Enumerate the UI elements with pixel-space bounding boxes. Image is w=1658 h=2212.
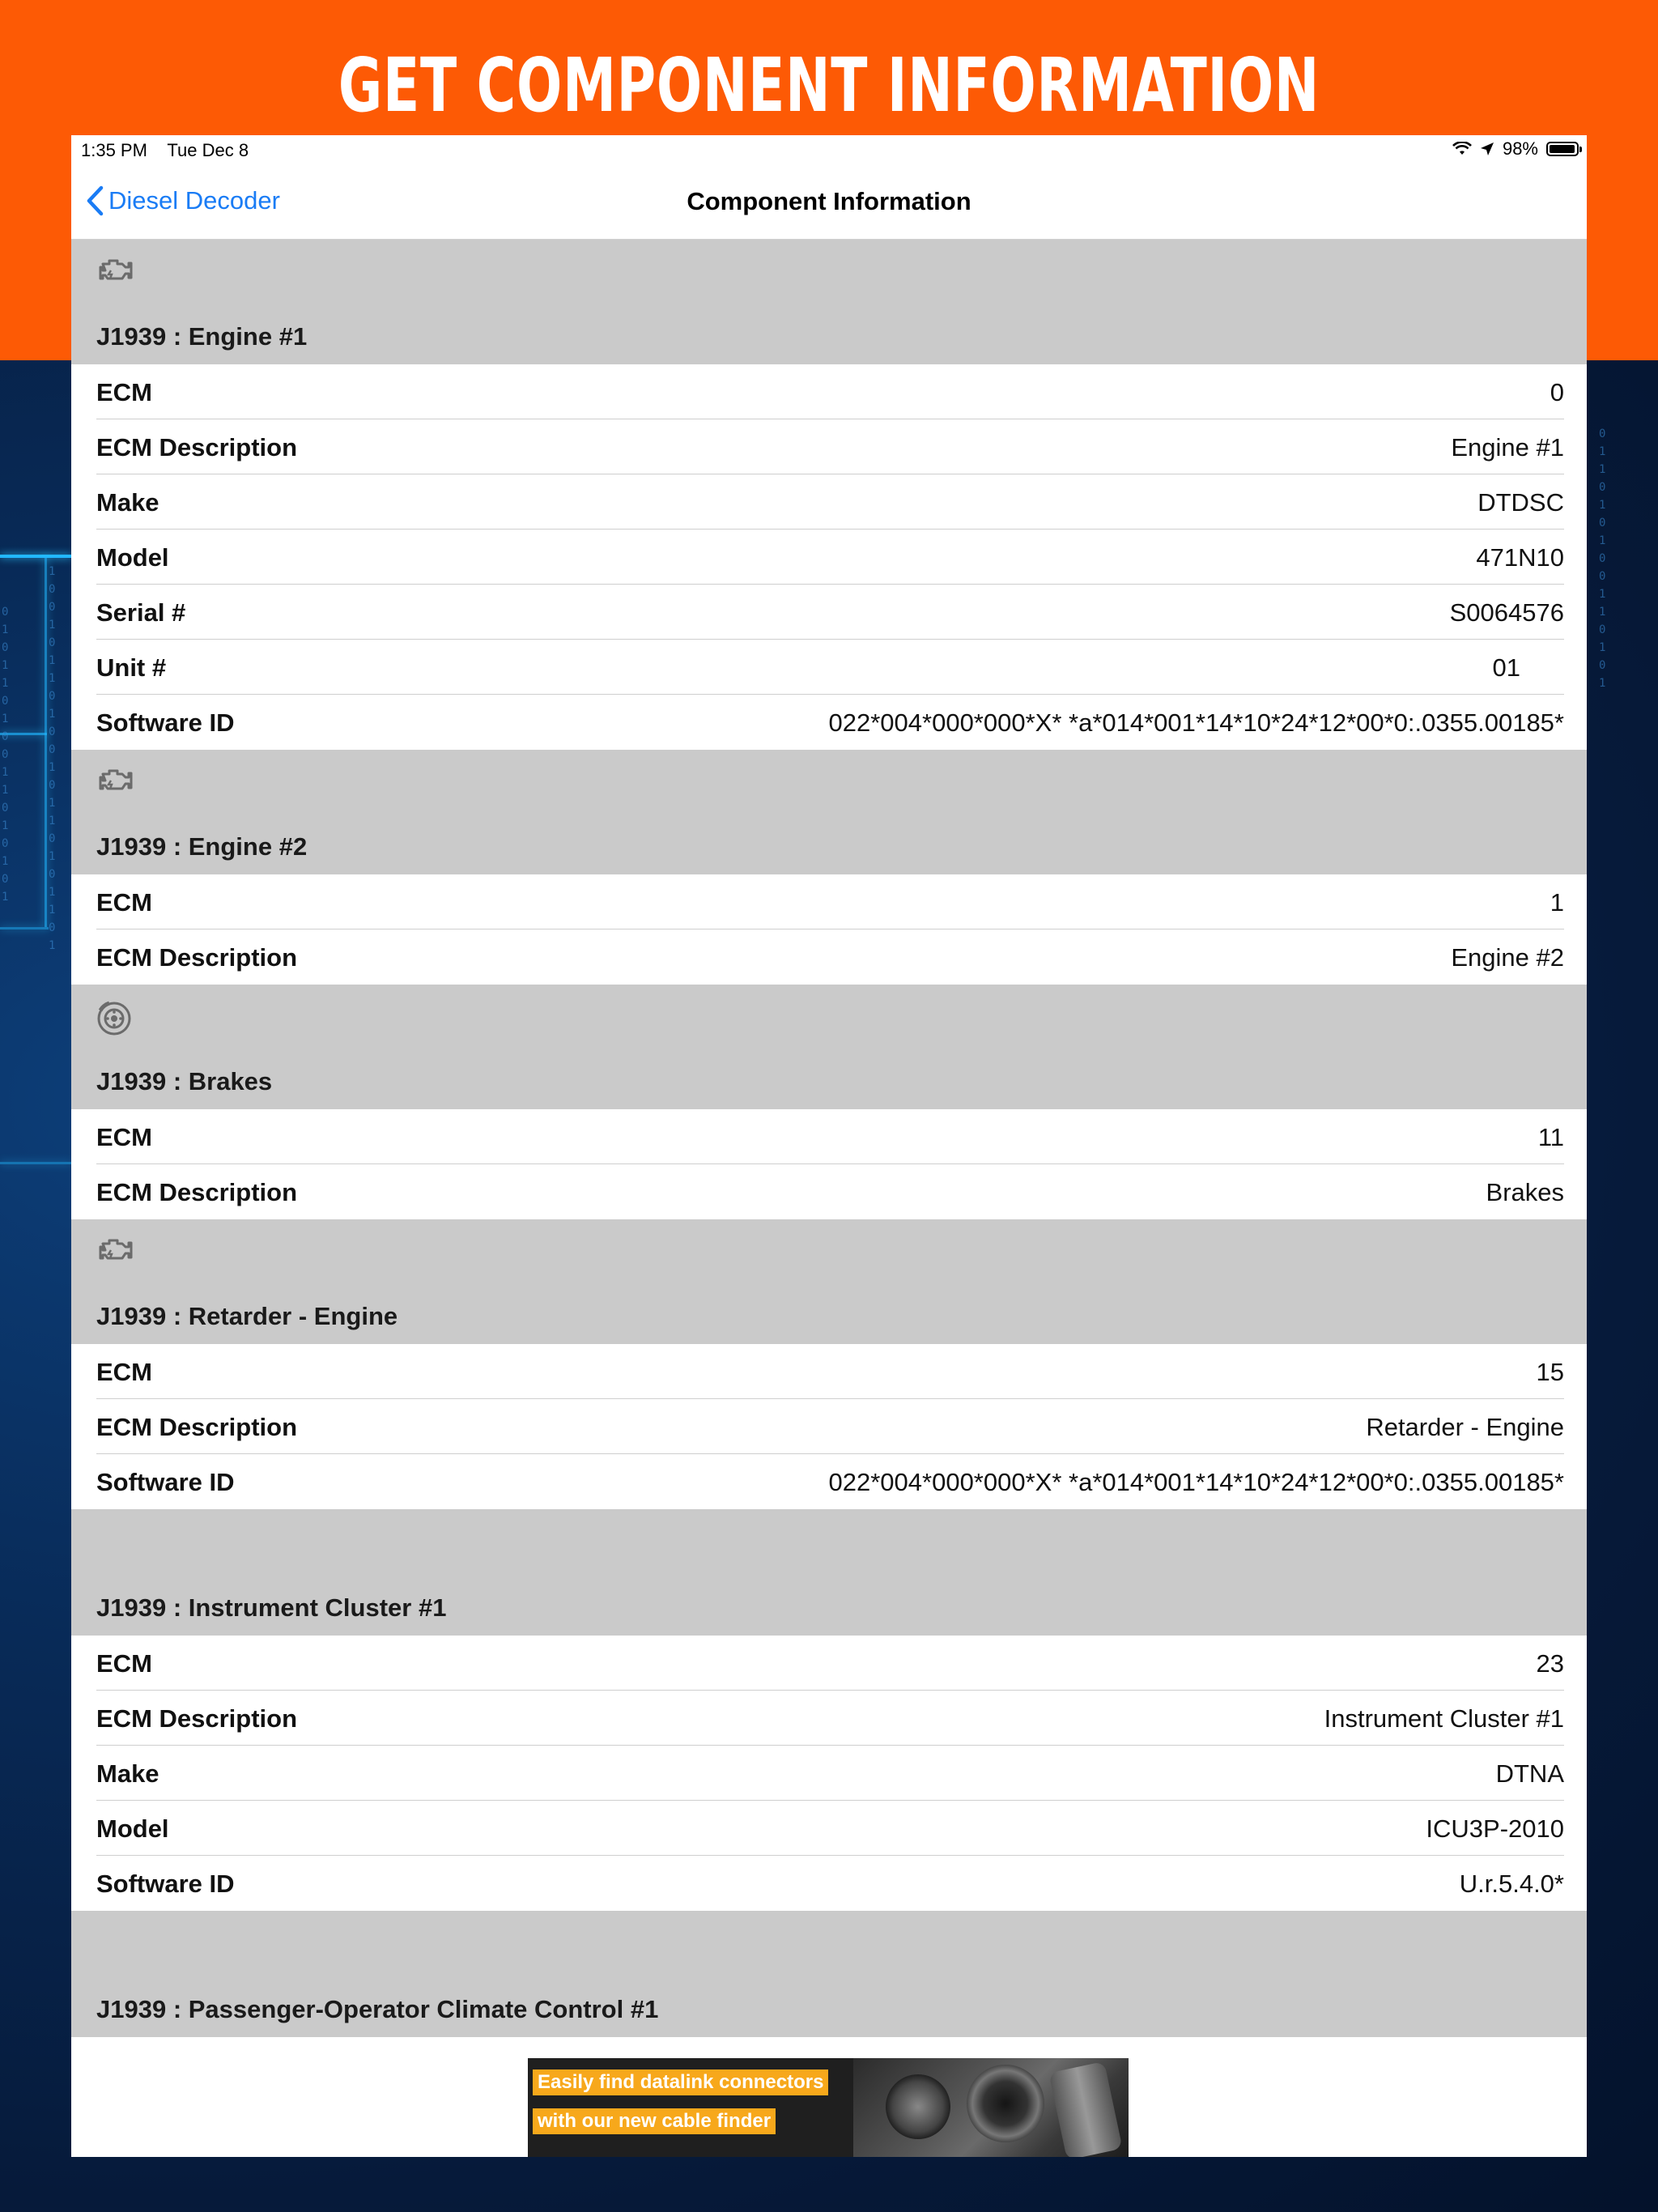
ad-text-line1: Easily find datalink connectors: [533, 2069, 828, 2095]
section-title: J1939 : Engine #1: [96, 322, 308, 351]
row-value: Brakes: [1486, 1178, 1564, 1206]
table-row: [71, 1454, 1587, 1509]
row-value: 471N10: [1476, 543, 1564, 572]
status-indicators: [1452, 138, 1579, 160]
table-row: [71, 364, 1587, 419]
section-header: [71, 985, 1587, 1109]
row-label: Unit #: [96, 653, 167, 682]
table-row: [71, 1801, 1587, 1856]
row-value: 022*004*000*000*X* *a*014*001*14*10*24*12*00*0:.0355.00185*: [828, 1468, 1564, 1496]
table-row: [71, 695, 1587, 750]
row-label: Model: [96, 1814, 169, 1843]
table-row: [71, 1344, 1587, 1399]
row-label: Software ID: [96, 1468, 235, 1496]
section-title: J1939 : Engine #2: [96, 832, 308, 861]
status-date: Tue Dec 8: [167, 140, 249, 160]
brake-disc-icon: [95, 999, 135, 1033]
row-label: ECM: [96, 1649, 152, 1678]
status-bar: [71, 135, 1587, 164]
table-row: [71, 1856, 1587, 1911]
row-value: 01: [1492, 653, 1520, 682]
table-row: [71, 585, 1587, 640]
row-label: ECM: [96, 378, 152, 406]
row-value: Engine #1: [1451, 433, 1564, 462]
row-label: Serial #: [96, 598, 186, 627]
section-title: J1939 : Brakes: [96, 1067, 273, 1095]
row-value: DTDSC: [1477, 488, 1564, 517]
battery-icon: [1546, 142, 1579, 156]
row-label: ECM Description: [96, 433, 298, 462]
promo-title: GET COMPONENT INFORMATION: [338, 42, 1320, 129]
section-title: J1939 : Passenger-Operator Climate Control #1: [96, 1995, 659, 2023]
component-list: [71, 240, 1587, 2037]
engine-icon: [95, 764, 135, 798]
section-header: [71, 750, 1587, 874]
table-row: [71, 874, 1587, 929]
row-label: Make: [96, 488, 159, 517]
navigation-bar: [71, 164, 1587, 240]
background-art: 0 1 0 1 1 0 1 0 0 1 1 0 1 0 1 0 1 1 0 0 1 0 1 1 0 1 0 0 1 0 1 1 0 1 0 1 1 0 1 0 1 1 0 1 0 1 0 0 1 1 0 1 0 1: [0, 360, 1658, 2212]
section-title: J1939 : Retarder - Engine: [96, 1302, 398, 1330]
row-label: ECM: [96, 888, 152, 917]
table-row: [71, 1691, 1587, 1746]
row-label: ECM Description: [96, 1178, 298, 1206]
table-row: [71, 1164, 1587, 1219]
row-value: Retarder - Engine: [1366, 1413, 1564, 1441]
row-label: ECM Description: [96, 1413, 298, 1441]
row-label: Make: [96, 1759, 159, 1788]
row-label: ECM: [96, 1358, 152, 1386]
row-value: 1: [1550, 888, 1564, 917]
row-value: ICU3P-2010: [1426, 1814, 1564, 1843]
battery-percent: 98%: [1502, 138, 1538, 159]
status-clock: 1:35 PM: [81, 140, 147, 160]
row-label: ECM Description: [96, 1704, 298, 1733]
ad-banner[interactable]: [528, 2058, 1129, 2157]
wifi-icon: [1452, 142, 1472, 156]
table-row: [71, 474, 1587, 530]
row-value: 23: [1536, 1649, 1564, 1678]
row-label: ECM Description: [96, 943, 298, 972]
ad-text-line2: with our new cable finder: [533, 2108, 776, 2134]
section-title: J1939 : Instrument Cluster #1: [96, 1593, 447, 1622]
engine-icon: [95, 254, 135, 288]
back-button-label: Diesel Decoder: [108, 186, 280, 215]
section-header: [71, 1509, 1587, 1636]
row-label: Software ID: [96, 708, 235, 737]
table-row: [71, 1109, 1587, 1164]
row-value: 11: [1537, 1123, 1564, 1151]
section-header: [71, 240, 1587, 364]
row-value: U.r.5.4.0*: [1459, 1870, 1564, 1898]
table-row: [71, 1399, 1587, 1454]
table-row: [71, 640, 1587, 695]
row-value: 0: [1550, 378, 1564, 406]
row-value: Engine #2: [1451, 943, 1564, 972]
section-header: [71, 1911, 1587, 2037]
row-value: Instrument Cluster #1: [1324, 1704, 1564, 1733]
location-arrow-icon: [1480, 142, 1494, 156]
status-time: [81, 140, 249, 161]
page-title: Component Information: [687, 187, 971, 215]
engine-icon: [95, 1234, 135, 1268]
table-row: [71, 530, 1587, 585]
row-label: ECM: [96, 1123, 152, 1151]
row-value: 022*004*000*000*X* *a*014*001*14*10*24*12*00*0:.0355.00185*: [828, 708, 1564, 737]
row-label: Software ID: [96, 1870, 235, 1898]
row-value: S0064576: [1449, 598, 1564, 627]
section-header: [71, 1219, 1587, 1344]
ad-photo: [853, 2058, 1129, 2157]
app-window: [71, 135, 1587, 2157]
table-row: [71, 1746, 1587, 1801]
row-value: 15: [1536, 1358, 1564, 1386]
row-label: Model: [96, 543, 169, 572]
row-value: DTNA: [1495, 1759, 1564, 1788]
table-row: [71, 1636, 1587, 1691]
table-row: [71, 929, 1587, 985]
table-row: [71, 419, 1587, 474]
